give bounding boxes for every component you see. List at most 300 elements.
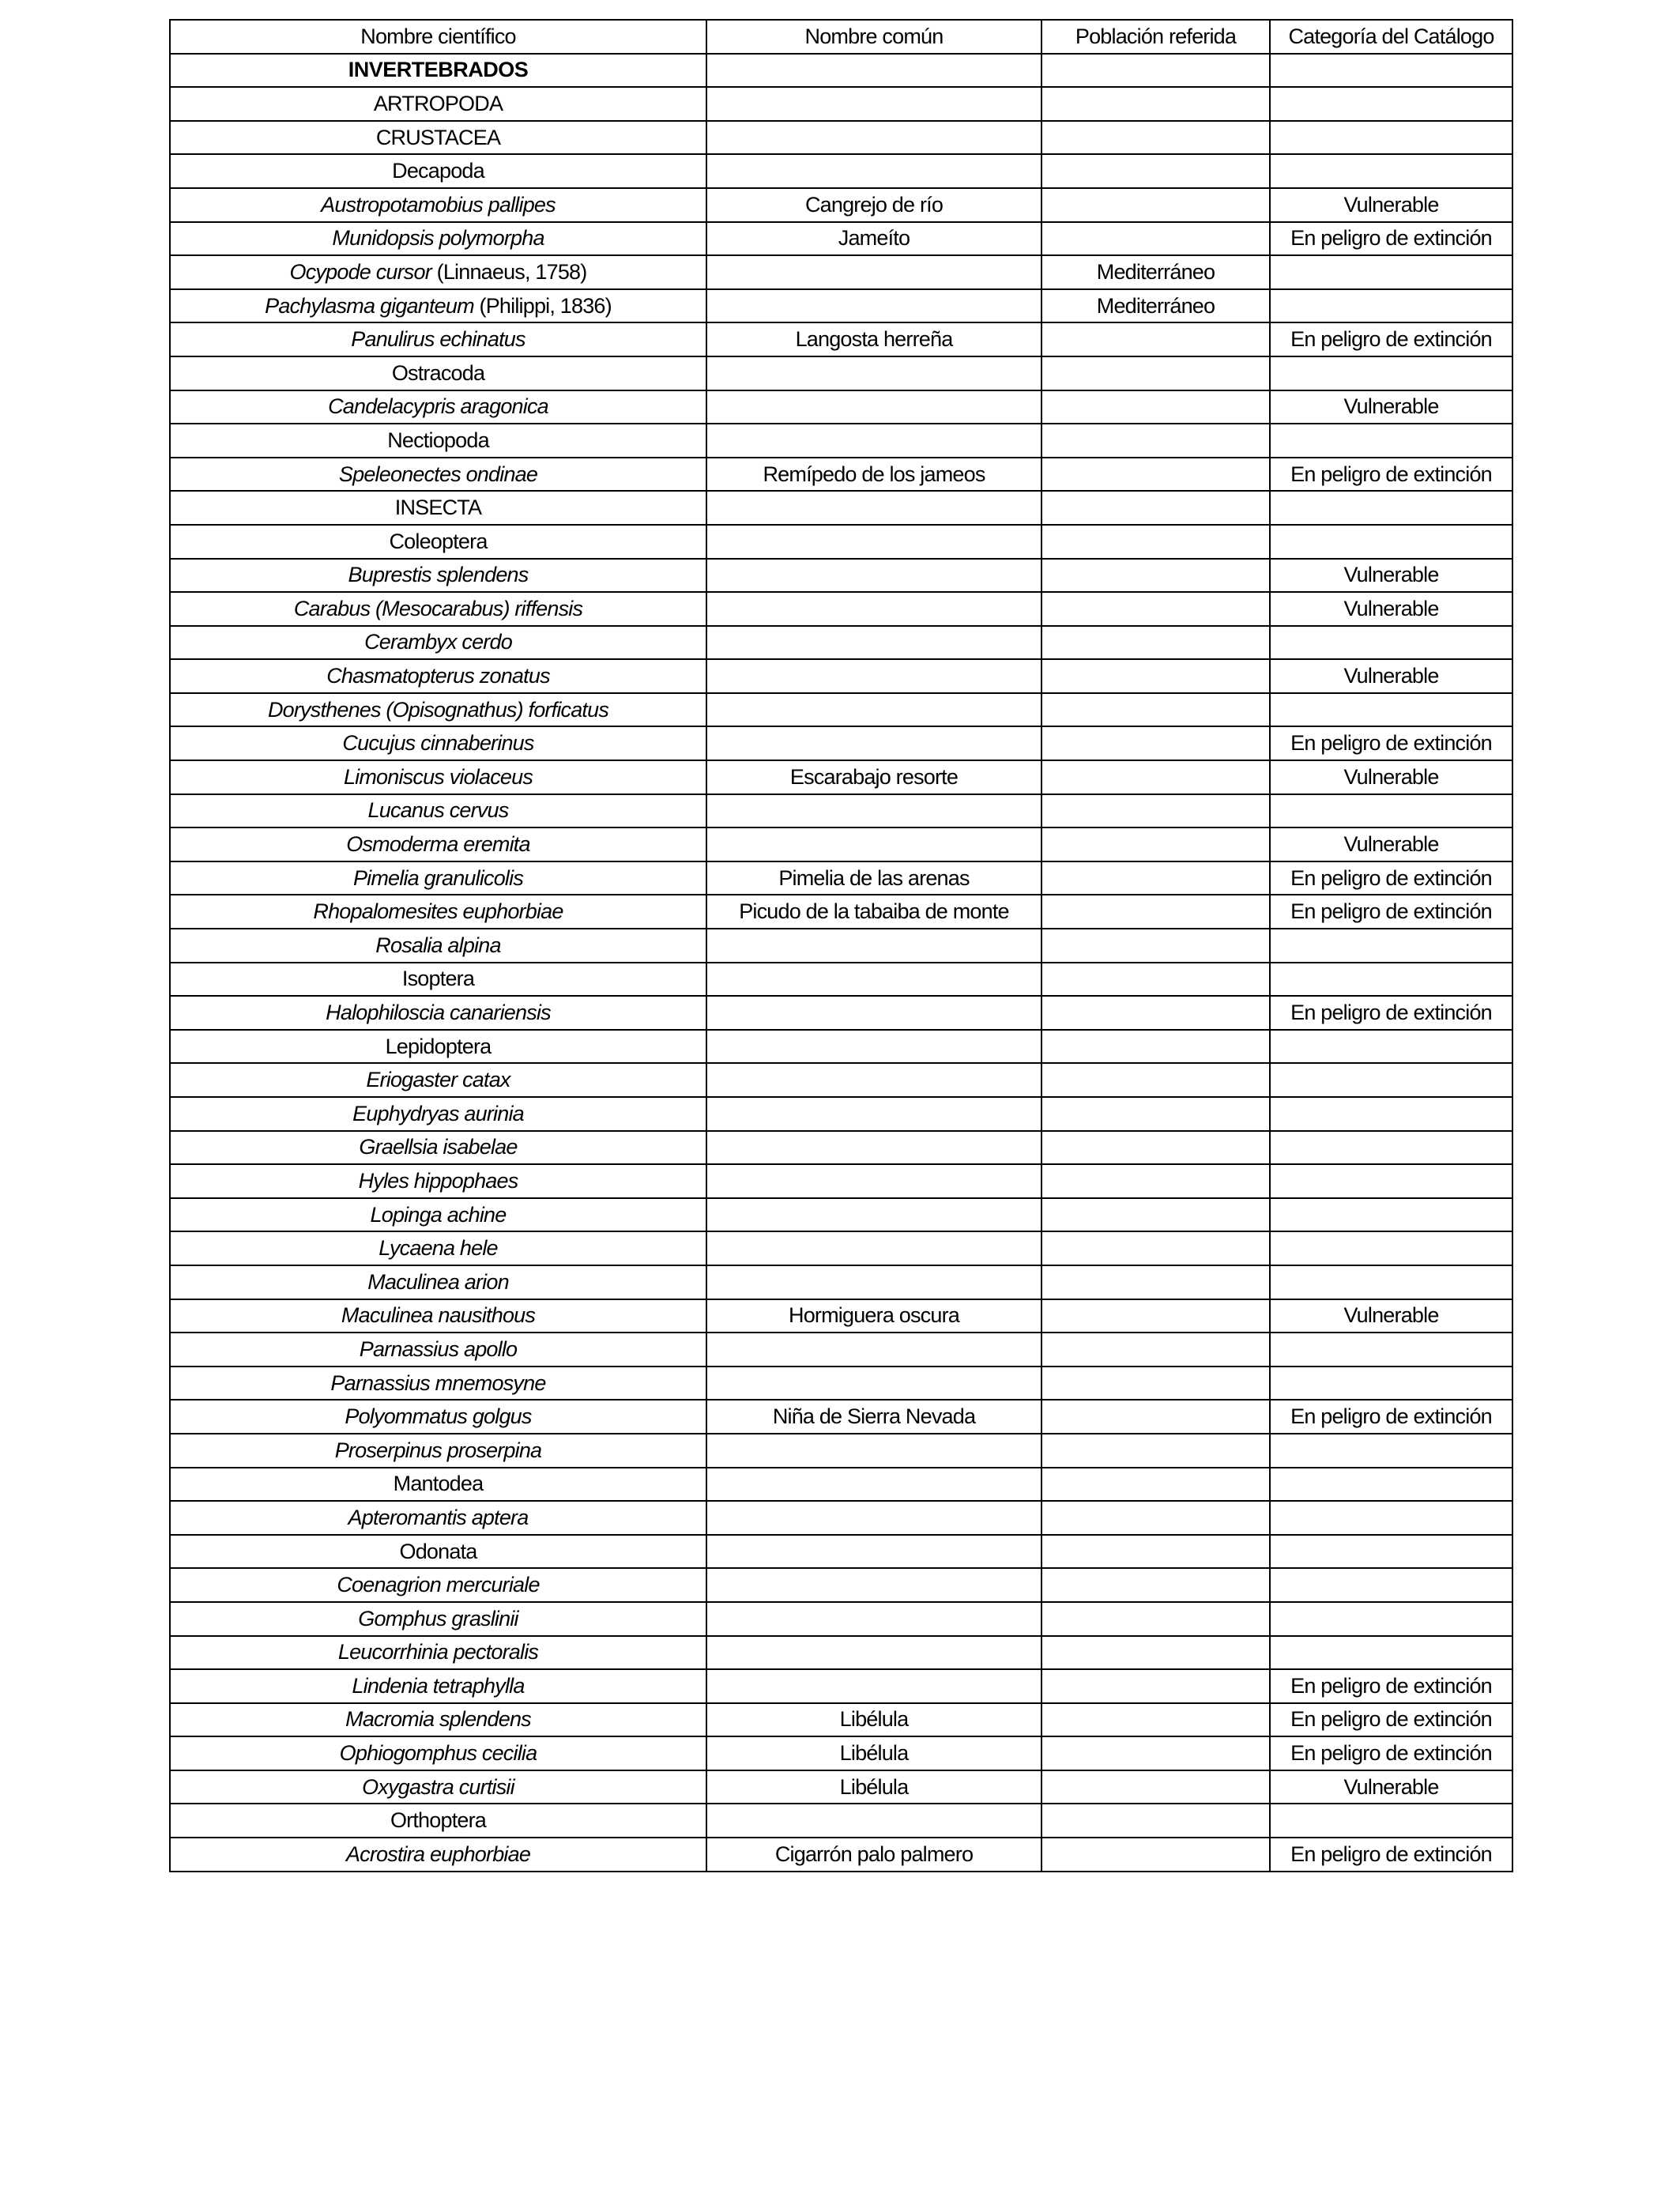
referred-population-cell bbox=[1042, 626, 1270, 660]
table-row bbox=[170, 592, 1512, 626]
referred-population-cell bbox=[1042, 424, 1270, 458]
table-row bbox=[170, 827, 1512, 861]
scientific-name: Osmoderma eremita bbox=[346, 832, 530, 857]
referred-population-cell bbox=[1042, 1434, 1270, 1468]
catalog-category-cell bbox=[1270, 1568, 1512, 1602]
scientific-name-cell bbox=[170, 356, 706, 390]
catalog-category-cell bbox=[1270, 1501, 1512, 1535]
referred-population-cell bbox=[1042, 1131, 1270, 1165]
table-row bbox=[170, 794, 1512, 828]
common-name-cell bbox=[706, 1030, 1042, 1064]
common-name-cell bbox=[706, 390, 1042, 424]
catalog-category-cell: En peligro de extinción bbox=[1270, 222, 1512, 256]
referred-population-cell bbox=[1042, 458, 1270, 492]
catalog-category-cell bbox=[1270, 424, 1512, 458]
common-name-cell: Libélula bbox=[706, 1736, 1042, 1770]
referred-population-cell bbox=[1042, 1636, 1270, 1670]
referred-population-cell bbox=[1042, 87, 1270, 121]
table-row bbox=[170, 1030, 1512, 1064]
catalog-category-cell: Vulnerable bbox=[1270, 760, 1512, 794]
scientific-name: INSECTA bbox=[394, 496, 482, 520]
referred-population-cell bbox=[1042, 726, 1270, 760]
common-name-cell bbox=[706, 1535, 1042, 1569]
common-name-cell bbox=[706, 491, 1042, 525]
scientific-name-cell bbox=[170, 87, 706, 121]
referred-population-cell bbox=[1042, 525, 1270, 559]
common-name-cell bbox=[706, 559, 1042, 593]
scientific-name: Lucanus cervus bbox=[367, 798, 509, 823]
table-row bbox=[170, 693, 1512, 727]
catalog-category-cell bbox=[1270, 1602, 1512, 1636]
catalog-category-cell: En peligro de extinción bbox=[1270, 1400, 1512, 1434]
scientific-name: Halophiloscia canariensis bbox=[326, 1001, 551, 1025]
scientific-name: Panulirus echinatus bbox=[351, 327, 525, 352]
catalog-category-cell bbox=[1270, 1198, 1512, 1232]
scientific-name: Ophiogomphus cecilia bbox=[339, 1741, 537, 1766]
table-row bbox=[170, 1231, 1512, 1265]
catalog-category-cell: En peligro de extinción bbox=[1270, 1838, 1512, 1872]
scientific-name-cell bbox=[170, 963, 706, 997]
referred-population-cell bbox=[1042, 1669, 1270, 1703]
catalog-category-cell: En peligro de extinción bbox=[1270, 1703, 1512, 1737]
referred-population-cell bbox=[1042, 861, 1270, 895]
common-name-cell bbox=[706, 1804, 1042, 1838]
catalog-category-cell bbox=[1270, 491, 1512, 525]
common-name-cell bbox=[706, 87, 1042, 121]
header-row bbox=[170, 20, 1512, 54]
referred-population-cell bbox=[1042, 1097, 1270, 1131]
scientific-name-cell bbox=[170, 1770, 706, 1804]
table-row bbox=[170, 1535, 1512, 1569]
catalog-category-cell: En peligro de extinción bbox=[1270, 861, 1512, 895]
scientific-name-cell bbox=[170, 1231, 706, 1265]
common-name-cell: Pimelia de las arenas bbox=[706, 861, 1042, 895]
catalog-category-cell bbox=[1270, 1367, 1512, 1400]
referred-population-cell bbox=[1042, 963, 1270, 997]
common-name-cell bbox=[706, 996, 1042, 1030]
referred-population-cell bbox=[1042, 1535, 1270, 1569]
scientific-name: Speleonectes ondinae bbox=[338, 462, 538, 486]
scientific-name-cell bbox=[170, 1434, 706, 1468]
table-row bbox=[170, 1198, 1512, 1232]
common-name-cell: Libélula bbox=[706, 1770, 1042, 1804]
scientific-name-cell bbox=[170, 592, 706, 626]
common-name-cell bbox=[706, 1636, 1042, 1670]
taxon-authority: (Linnaeus, 1758) bbox=[431, 259, 587, 284]
scientific-name: Maculinea arion bbox=[367, 1269, 509, 1294]
scientific-name: Leucorrhinia pectoralis bbox=[337, 1640, 539, 1664]
common-name-cell bbox=[706, 54, 1042, 88]
referred-population-cell bbox=[1042, 760, 1270, 794]
table-row bbox=[170, 1636, 1512, 1670]
referred-population-cell bbox=[1042, 188, 1270, 222]
scientific-name: ARTROPODA bbox=[373, 91, 503, 115]
scientific-name-cell bbox=[170, 1669, 706, 1703]
referred-population-cell bbox=[1042, 1299, 1270, 1333]
scientific-name-cell bbox=[170, 559, 706, 593]
table-row bbox=[170, 659, 1512, 693]
catalog-category-cell: En peligro de extinción bbox=[1270, 1669, 1512, 1703]
common-name-cell: Hormiguera oscura bbox=[706, 1299, 1042, 1333]
referred-population-cell bbox=[1042, 1501, 1270, 1535]
referred-population-cell bbox=[1042, 491, 1270, 525]
scientific-name-cell bbox=[170, 222, 706, 256]
referred-population-cell bbox=[1042, 1231, 1270, 1265]
scientific-name: Proserpinus proserpina bbox=[334, 1438, 542, 1462]
common-name-cell bbox=[706, 827, 1042, 861]
catalog-category-cell: Vulnerable bbox=[1270, 559, 1512, 593]
common-name-cell bbox=[706, 726, 1042, 760]
scientific-name: Lindenia tetraphylla bbox=[352, 1673, 525, 1698]
referred-population-cell bbox=[1042, 154, 1270, 188]
scientific-name-cell bbox=[170, 693, 706, 727]
common-name-cell bbox=[706, 1164, 1042, 1198]
scientific-name: Lopinga achine bbox=[370, 1202, 507, 1227]
scientific-name: Nectiopoda bbox=[387, 428, 489, 452]
scientific-name: Euphydryas aurinia bbox=[352, 1101, 524, 1125]
catalog-category-cell bbox=[1270, 1097, 1512, 1131]
common-name-cell bbox=[706, 1231, 1042, 1265]
scientific-name: Macromia splendens bbox=[345, 1707, 531, 1732]
scientific-name-cell bbox=[170, 458, 706, 492]
referred-population-cell bbox=[1042, 1736, 1270, 1770]
scientific-name-cell bbox=[170, 1333, 706, 1367]
catalog-category-cell bbox=[1270, 1636, 1512, 1670]
referred-population-cell bbox=[1042, 827, 1270, 861]
scientific-name: Maculinea nausithous bbox=[341, 1303, 536, 1328]
scientific-name: Cerambyx cerdo bbox=[364, 630, 512, 654]
referred-population-cell bbox=[1042, 1838, 1270, 1872]
table-row bbox=[170, 188, 1512, 222]
scientific-name-cell bbox=[170, 861, 706, 895]
scientific-name: Austropotamobius pallipes bbox=[321, 192, 556, 217]
catalog-category-cell: En peligro de extinción bbox=[1270, 1736, 1512, 1770]
common-name-cell bbox=[706, 121, 1042, 155]
referred-population-cell bbox=[1042, 1198, 1270, 1232]
referred-population-cell bbox=[1042, 1164, 1270, 1198]
referred-population-cell bbox=[1042, 1063, 1270, 1097]
scientific-name-cell bbox=[170, 1636, 706, 1670]
catalog-category-cell bbox=[1270, 794, 1512, 828]
scientific-name: Pachylasma giganteum bbox=[265, 293, 474, 318]
table-row bbox=[170, 121, 1512, 155]
scientific-name-cell bbox=[170, 1501, 706, 1535]
table-row bbox=[170, 895, 1512, 929]
common-name-cell: Niña de Sierra Nevada bbox=[706, 1400, 1042, 1434]
scientific-name: Acrostira euphorbiae bbox=[345, 1842, 531, 1866]
scientific-name-cell bbox=[170, 154, 706, 188]
table-row bbox=[170, 1131, 1512, 1165]
scientific-name-cell bbox=[170, 1164, 706, 1198]
scientific-name-cell bbox=[170, 1804, 706, 1838]
common-name-cell bbox=[706, 424, 1042, 458]
referred-population-cell bbox=[1042, 1770, 1270, 1804]
referred-population-cell: Mediterráneo bbox=[1042, 255, 1270, 289]
scientific-name-cell bbox=[170, 255, 706, 289]
referred-population-cell bbox=[1042, 1602, 1270, 1636]
scientific-name-cell bbox=[170, 1265, 706, 1299]
common-name-cell bbox=[706, 1434, 1042, 1468]
table-row bbox=[170, 1838, 1512, 1872]
scientific-name-cell bbox=[170, 424, 706, 458]
common-name-cell bbox=[706, 659, 1042, 693]
scientific-name: Limoniscus violaceus bbox=[343, 764, 533, 789]
scientific-name: INVERTEBRADOS bbox=[348, 58, 529, 82]
common-name-cell: Remípedo de los jameos bbox=[706, 458, 1042, 492]
scientific-name: CRUSTACEA bbox=[375, 125, 501, 149]
referred-population-cell bbox=[1042, 693, 1270, 727]
scientific-name: Ocypode cursor bbox=[289, 259, 431, 284]
referred-population-cell bbox=[1042, 322, 1270, 356]
catalog-category-cell bbox=[1270, 1535, 1512, 1569]
common-name-cell bbox=[706, 1367, 1042, 1400]
referred-population-cell bbox=[1042, 929, 1270, 963]
header-catalog-category: Categoría del Catálogo bbox=[1270, 20, 1512, 54]
header-common-name: Nombre común bbox=[706, 20, 1042, 54]
common-name-cell: Cangrejo de río bbox=[706, 188, 1042, 222]
scientific-name: Coleoptera bbox=[389, 529, 488, 553]
scientific-name: Chasmatopterus zonatus bbox=[326, 664, 550, 688]
catalog-category-cell bbox=[1270, 1468, 1512, 1502]
header-referred-population: Población referida bbox=[1042, 20, 1270, 54]
scientific-name: Candelacypris aragonica bbox=[328, 394, 548, 419]
scientific-name-cell bbox=[170, 390, 706, 424]
scientific-name: Parnassius apollo bbox=[359, 1336, 518, 1361]
catalog-category-cell: En peligro de extinción bbox=[1270, 322, 1512, 356]
common-name-cell bbox=[706, 592, 1042, 626]
table-row bbox=[170, 760, 1512, 794]
table-row bbox=[170, 1770, 1512, 1804]
referred-population-cell bbox=[1042, 559, 1270, 593]
common-name-cell bbox=[706, 525, 1042, 559]
referred-population-cell bbox=[1042, 390, 1270, 424]
referred-population-cell bbox=[1042, 1333, 1270, 1367]
table-row bbox=[170, 1804, 1512, 1838]
catalog-category-cell bbox=[1270, 525, 1512, 559]
catalog-category-cell bbox=[1270, 963, 1512, 997]
table-row bbox=[170, 726, 1512, 760]
table-row bbox=[170, 861, 1512, 895]
table-row bbox=[170, 1669, 1512, 1703]
common-name-cell bbox=[706, 356, 1042, 390]
scientific-name-cell bbox=[170, 1198, 706, 1232]
scientific-name: Rhopalomesites euphorbiae bbox=[313, 899, 563, 924]
catalog-category-cell bbox=[1270, 1434, 1512, 1468]
common-name-cell: Escarabajo resorte bbox=[706, 760, 1042, 794]
table-row bbox=[170, 1400, 1512, 1434]
scientific-name-cell bbox=[170, 1838, 706, 1872]
referred-population-cell bbox=[1042, 356, 1270, 390]
catalog-category-cell bbox=[1270, 87, 1512, 121]
scientific-name: Munidopsis polymorpha bbox=[332, 226, 544, 251]
scientific-name: Gomphus graslinii bbox=[358, 1606, 518, 1630]
catalog-category-cell bbox=[1270, 154, 1512, 188]
referred-population-cell bbox=[1042, 121, 1270, 155]
scientific-name-cell bbox=[170, 895, 706, 929]
table-row bbox=[170, 424, 1512, 458]
scientific-name: Pimelia granulicolis bbox=[352, 865, 524, 890]
common-name-cell bbox=[706, 1568, 1042, 1602]
scientific-name-cell bbox=[170, 760, 706, 794]
scientific-name-cell bbox=[170, 1030, 706, 1064]
scientific-name-cell bbox=[170, 1535, 706, 1569]
header-scientific-name: Nombre científico bbox=[170, 20, 706, 54]
catalog-category-cell: Vulnerable bbox=[1270, 390, 1512, 424]
table-row bbox=[170, 626, 1512, 660]
table-row bbox=[170, 1367, 1512, 1400]
common-name-cell bbox=[706, 693, 1042, 727]
scientific-name-cell bbox=[170, 1568, 706, 1602]
common-name-cell bbox=[706, 1063, 1042, 1097]
table-row bbox=[170, 154, 1512, 188]
referred-population-cell bbox=[1042, 592, 1270, 626]
scientific-name-cell bbox=[170, 1367, 706, 1400]
catalog-category-cell bbox=[1270, 693, 1512, 727]
referred-population-cell bbox=[1042, 1568, 1270, 1602]
common-name-cell bbox=[706, 154, 1042, 188]
table-row bbox=[170, 1265, 1512, 1299]
referred-population-cell bbox=[1042, 222, 1270, 256]
scientific-name: Buprestis splendens bbox=[348, 563, 529, 587]
common-name-cell bbox=[706, 1468, 1042, 1502]
scientific-name-cell bbox=[170, 1131, 706, 1165]
species-catalog-table bbox=[169, 19, 1513, 1872]
table-row bbox=[170, 1164, 1512, 1198]
referred-population-cell bbox=[1042, 1468, 1270, 1502]
scientific-name: Isoptera bbox=[401, 967, 475, 991]
scientific-name-cell bbox=[170, 626, 706, 660]
scientific-name: Graellsia isabelae bbox=[359, 1135, 518, 1159]
scientific-name-cell bbox=[170, 322, 706, 356]
catalog-category-cell bbox=[1270, 1231, 1512, 1265]
common-name-cell bbox=[706, 1333, 1042, 1367]
common-name-cell: Picudo de la tabaiba de monte bbox=[706, 895, 1042, 929]
referred-population-cell bbox=[1042, 1400, 1270, 1434]
scientific-name-cell bbox=[170, 794, 706, 828]
table-row bbox=[170, 1063, 1512, 1097]
catalog-category-cell bbox=[1270, 121, 1512, 155]
scientific-name-cell bbox=[170, 726, 706, 760]
catalog-category-cell: Vulnerable bbox=[1270, 659, 1512, 693]
common-name-cell bbox=[706, 929, 1042, 963]
common-name-cell bbox=[706, 1265, 1042, 1299]
scientific-name: Decapoda bbox=[392, 159, 484, 183]
common-name-cell bbox=[706, 1501, 1042, 1535]
scientific-name: Hyles hippophaes bbox=[358, 1168, 518, 1193]
table-row bbox=[170, 1568, 1512, 1602]
scientific-name: Rosalia alpina bbox=[375, 933, 501, 957]
catalog-category-cell bbox=[1270, 626, 1512, 660]
scientific-name: Cucujus cinnaberinus bbox=[342, 731, 534, 756]
common-name-cell: Langosta herreña bbox=[706, 322, 1042, 356]
table-row bbox=[170, 1097, 1512, 1131]
scientific-name-cell bbox=[170, 1703, 706, 1737]
common-name-cell bbox=[706, 1097, 1042, 1131]
scientific-name-cell bbox=[170, 289, 706, 323]
referred-population-cell: Mediterráneo bbox=[1042, 289, 1270, 323]
referred-population-cell bbox=[1042, 54, 1270, 88]
referred-population-cell bbox=[1042, 1030, 1270, 1064]
common-name-cell bbox=[706, 626, 1042, 660]
scientific-name-cell bbox=[170, 929, 706, 963]
scientific-name: Apteromantis aptera bbox=[348, 1505, 529, 1529]
catalog-category-cell bbox=[1270, 929, 1512, 963]
scientific-name: Odonata bbox=[399, 1539, 477, 1563]
table-row bbox=[170, 255, 1512, 289]
scientific-name: Coenagrion mercuriale bbox=[337, 1573, 540, 1597]
referred-population-cell bbox=[1042, 1367, 1270, 1400]
common-name-cell bbox=[706, 1198, 1042, 1232]
scientific-name: Eriogaster catax bbox=[366, 1068, 510, 1092]
scientific-name: Polyommatus golgus bbox=[345, 1404, 532, 1429]
catalog-category-cell bbox=[1270, 1333, 1512, 1367]
table-row bbox=[170, 1602, 1512, 1636]
common-name-cell bbox=[706, 963, 1042, 997]
table-row bbox=[170, 929, 1512, 963]
catalog-category-cell bbox=[1270, 356, 1512, 390]
common-name-cell: Jameíto bbox=[706, 222, 1042, 256]
catalog-category-cell: Vulnerable bbox=[1270, 188, 1512, 222]
referred-population-cell bbox=[1042, 895, 1270, 929]
table-row bbox=[170, 1299, 1512, 1333]
table-row bbox=[170, 1333, 1512, 1367]
scientific-name-cell bbox=[170, 1400, 706, 1434]
catalog-category-cell: En peligro de extinción bbox=[1270, 895, 1512, 929]
table-row bbox=[170, 87, 1512, 121]
referred-population-cell bbox=[1042, 794, 1270, 828]
table-body bbox=[170, 54, 1512, 1872]
table-header bbox=[170, 20, 1512, 54]
scientific-name-cell bbox=[170, 1736, 706, 1770]
table-row bbox=[170, 1434, 1512, 1468]
common-name-cell bbox=[706, 1602, 1042, 1636]
scientific-name-cell bbox=[170, 1602, 706, 1636]
table-row bbox=[170, 289, 1512, 323]
scientific-name: Lepidoptera bbox=[385, 1034, 492, 1058]
scientific-name: Carabus (Mesocarabus) riffensis bbox=[293, 596, 583, 620]
scientific-name: Orthoptera bbox=[390, 1808, 487, 1833]
referred-population-cell bbox=[1042, 996, 1270, 1030]
scientific-name-cell bbox=[170, 1299, 706, 1333]
table-row bbox=[170, 1468, 1512, 1502]
common-name-cell bbox=[706, 255, 1042, 289]
scientific-name-cell bbox=[170, 121, 706, 155]
common-name-cell bbox=[706, 1669, 1042, 1703]
catalog-category-cell: Vulnerable bbox=[1270, 592, 1512, 626]
scientific-name-cell bbox=[170, 491, 706, 525]
catalog-category-cell bbox=[1270, 1030, 1512, 1064]
scientific-name-cell bbox=[170, 659, 706, 693]
scientific-name-cell bbox=[170, 996, 706, 1030]
referred-population-cell bbox=[1042, 1265, 1270, 1299]
table-row bbox=[170, 356, 1512, 390]
table-row bbox=[170, 491, 1512, 525]
catalog-category-cell bbox=[1270, 289, 1512, 323]
table-row bbox=[170, 222, 1512, 256]
catalog-category-cell bbox=[1270, 1131, 1512, 1165]
catalog-category-cell bbox=[1270, 1265, 1512, 1299]
table-row bbox=[170, 322, 1512, 356]
scientific-name-cell bbox=[170, 525, 706, 559]
table-row bbox=[170, 1736, 1512, 1770]
table-row bbox=[170, 525, 1512, 559]
scientific-name: Lycaena hele bbox=[379, 1236, 498, 1261]
catalog-category-cell bbox=[1270, 255, 1512, 289]
table-row bbox=[170, 963, 1512, 997]
scientific-name: Oxygastra curtisii bbox=[362, 1774, 514, 1799]
scientific-name-cell bbox=[170, 1468, 706, 1502]
catalog-category-cell: En peligro de extinción bbox=[1270, 996, 1512, 1030]
